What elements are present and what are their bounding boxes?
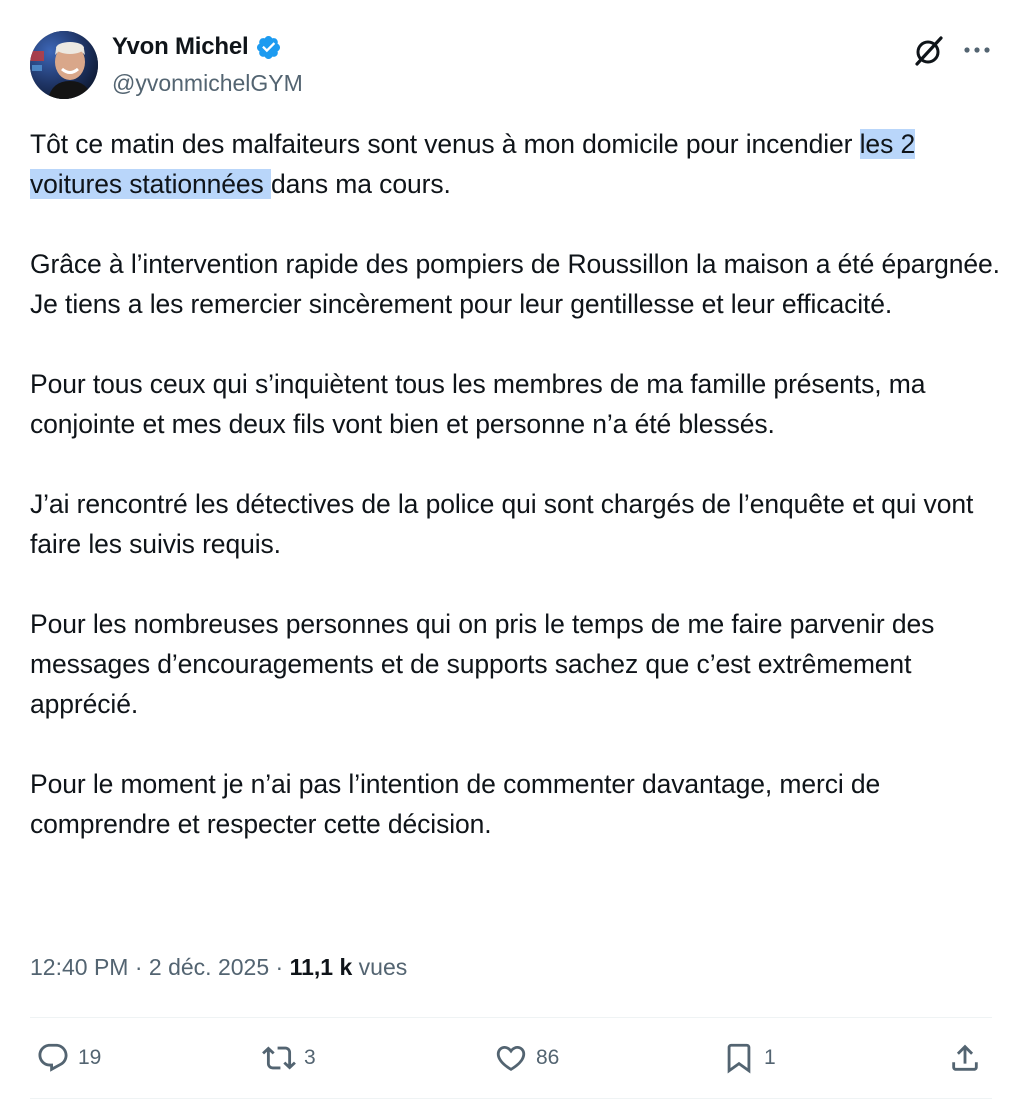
like-count: 86 [536,1046,560,1069]
tweet-paragraph-6: Pour le moment je n’ai pas l’intention de commenter davantage, merci de comprendre et respecter cette décision. [30,769,881,839]
retweet-count: 3 [304,1046,316,1069]
retweet-button[interactable] [262,1036,316,1080]
share-button[interactable] [948,1036,982,1080]
tweet-time[interactable]: 12:40 PM [30,954,129,980]
author-name-row[interactable] [112,33,282,61]
tweet-paragraph-5: Pour les nombreuses personnes qui on pris le temps de me faire parvenir des messages d’encouragements et de supports sachez que c’est extrêmement apprécié. [30,609,935,719]
tweet-paragraph-4: J’ai rencontré les détectives de la police qui sont chargés de l’enquête et qui vont faire les suivis requis. [30,489,974,559]
meta-separator-2: · [269,954,290,980]
bookmark-count: 1 [764,1046,776,1069]
author-name[interactable]: Yvon Michel [112,33,249,60]
tweet-paragraph-1 [30,124,1005,204]
views-count: 11,1 k [289,954,353,980]
tweet-text [30,124,1005,844]
heart-icon [494,1041,528,1075]
reply-count: 19 [78,1046,102,1069]
selected-text: les 2 voitures stationnées [30,129,916,199]
divider [30,1017,992,1018]
bookmark-button[interactable] [722,1036,776,1080]
meta-separator: · [128,954,149,980]
more-icon[interactable] [960,38,994,62]
verified-badge-icon [255,34,282,61]
tweet-meta [30,954,407,981]
tweet-paragraph-2: Grâce à l’intervention rapide des pompiers de Roussillon la maison a été épargnée. Je tiens a les remercier sincèrement pour leur gentillesse et leur efficacité. [30,249,1000,319]
p1-before: Tôt ce matin des malfaiteurs sont venus à mon domicile pour incendier [30,129,860,159]
grok-icon[interactable] [912,34,946,68]
like-button[interactable] [494,1036,559,1080]
avatar-image [30,31,98,99]
action-bar [30,1036,990,1080]
tweet-date[interactable]: 2 déc. 2025 [148,954,270,980]
retweet-icon [262,1041,296,1075]
author-handle[interactable]: @yvonmichelGYM [112,70,303,96]
bookmark-icon [722,1041,756,1075]
reply-icon [36,1041,70,1075]
reply-button[interactable] [36,1036,101,1080]
share-icon [948,1041,982,1075]
tweet-paragraph-3: Pour tous ceux qui s’inquiètent tous les membres de ma famille présents, ma conjointe et mes deux fils vont bien et personne n’a été blessés. [30,369,926,439]
avatar[interactable] [30,31,98,99]
bottom-divider [30,1098,992,1099]
views-label: vues [358,954,408,980]
p1-after: dans ma cours. [270,169,451,199]
